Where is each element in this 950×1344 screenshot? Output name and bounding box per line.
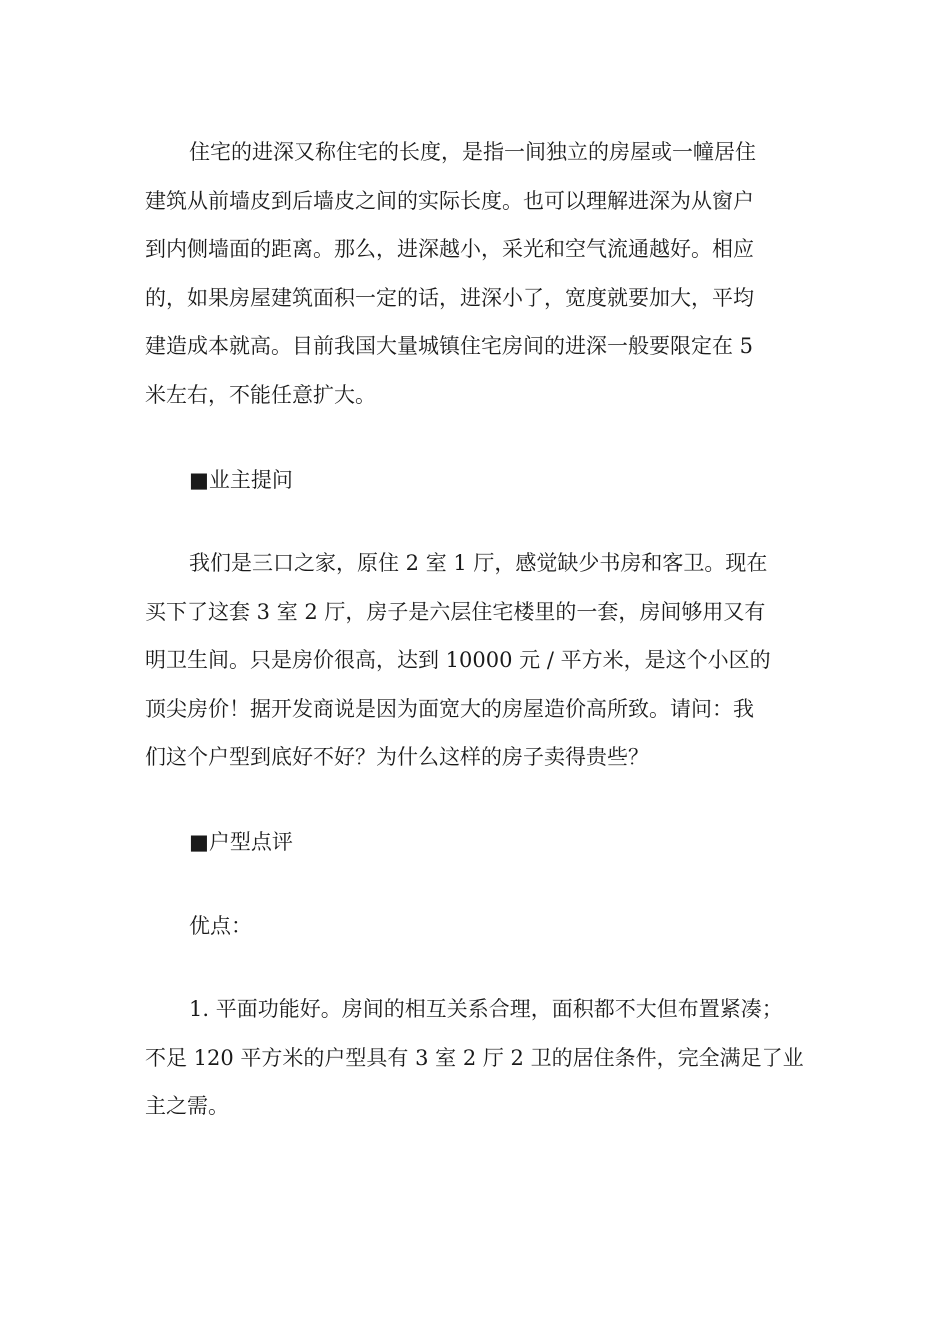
text-line: 米左右，不能任意扩大。 <box>145 382 376 407</box>
text-line: 们这个户型到底好不好？为什么这样的房子卖得贵些？ <box>145 745 649 769</box>
text-line: 不足 120 平方米的户型具有 3 室 2 厅 2 卫的居住条件，完全满足了业 <box>145 1045 804 1070</box>
section-heading: ■业主提问 <box>189 468 293 492</box>
label-advantages <box>145 902 810 951</box>
paragraph-owner-question <box>145 539 810 782</box>
heading-owner-question <box>145 456 810 505</box>
text-line: 买下了这套 3 室 2 厅，房子是六层住宅楼里的一套，房间够用又有 <box>145 599 766 624</box>
text-line: 顶尖房价！据开发商说是因为面宽大的房屋造价高所致。请问：我 <box>145 696 754 721</box>
text-line: 到内侧墙面的距离。那么，进深越小，采光和空气流通越好。相应 <box>145 237 754 261</box>
subheading: 优点： <box>189 914 252 938</box>
paragraph-point-1 <box>145 985 810 1131</box>
text-line: 住宅的进深又称住宅的长度，是指一间独立的房屋或一幢居住 <box>189 140 756 164</box>
section-heading: ■户型点评 <box>189 830 293 854</box>
text-line: 1. 平面功能好。房间的相互关系合理，面积都不大但布置紧凑； <box>189 997 783 1021</box>
heading-floorplan-review <box>145 818 810 867</box>
text-line: 我们是三口之家，原住 2 室 1 厅，感觉缺少书房和客卫。现在 <box>189 551 768 575</box>
text-line: 明卫生间。只是房价很高，达到 10000 元 / 平方米，是这个小区的 <box>145 648 771 672</box>
text-line: 建造成本就高。目前我国大量城镇住宅房间的进深一般要限定在 5 <box>145 334 754 358</box>
text-line: 主之需。 <box>145 1094 229 1118</box>
paragraph-depth-definition <box>145 128 810 419</box>
text-line: 的，如果房屋建筑面积一定的话，进深小了，宽度就要加大，平均 <box>145 285 754 310</box>
text-line: 建筑从前墙皮到后墙皮之间的实际长度。也可以理解进深为从窗户 <box>145 188 754 213</box>
